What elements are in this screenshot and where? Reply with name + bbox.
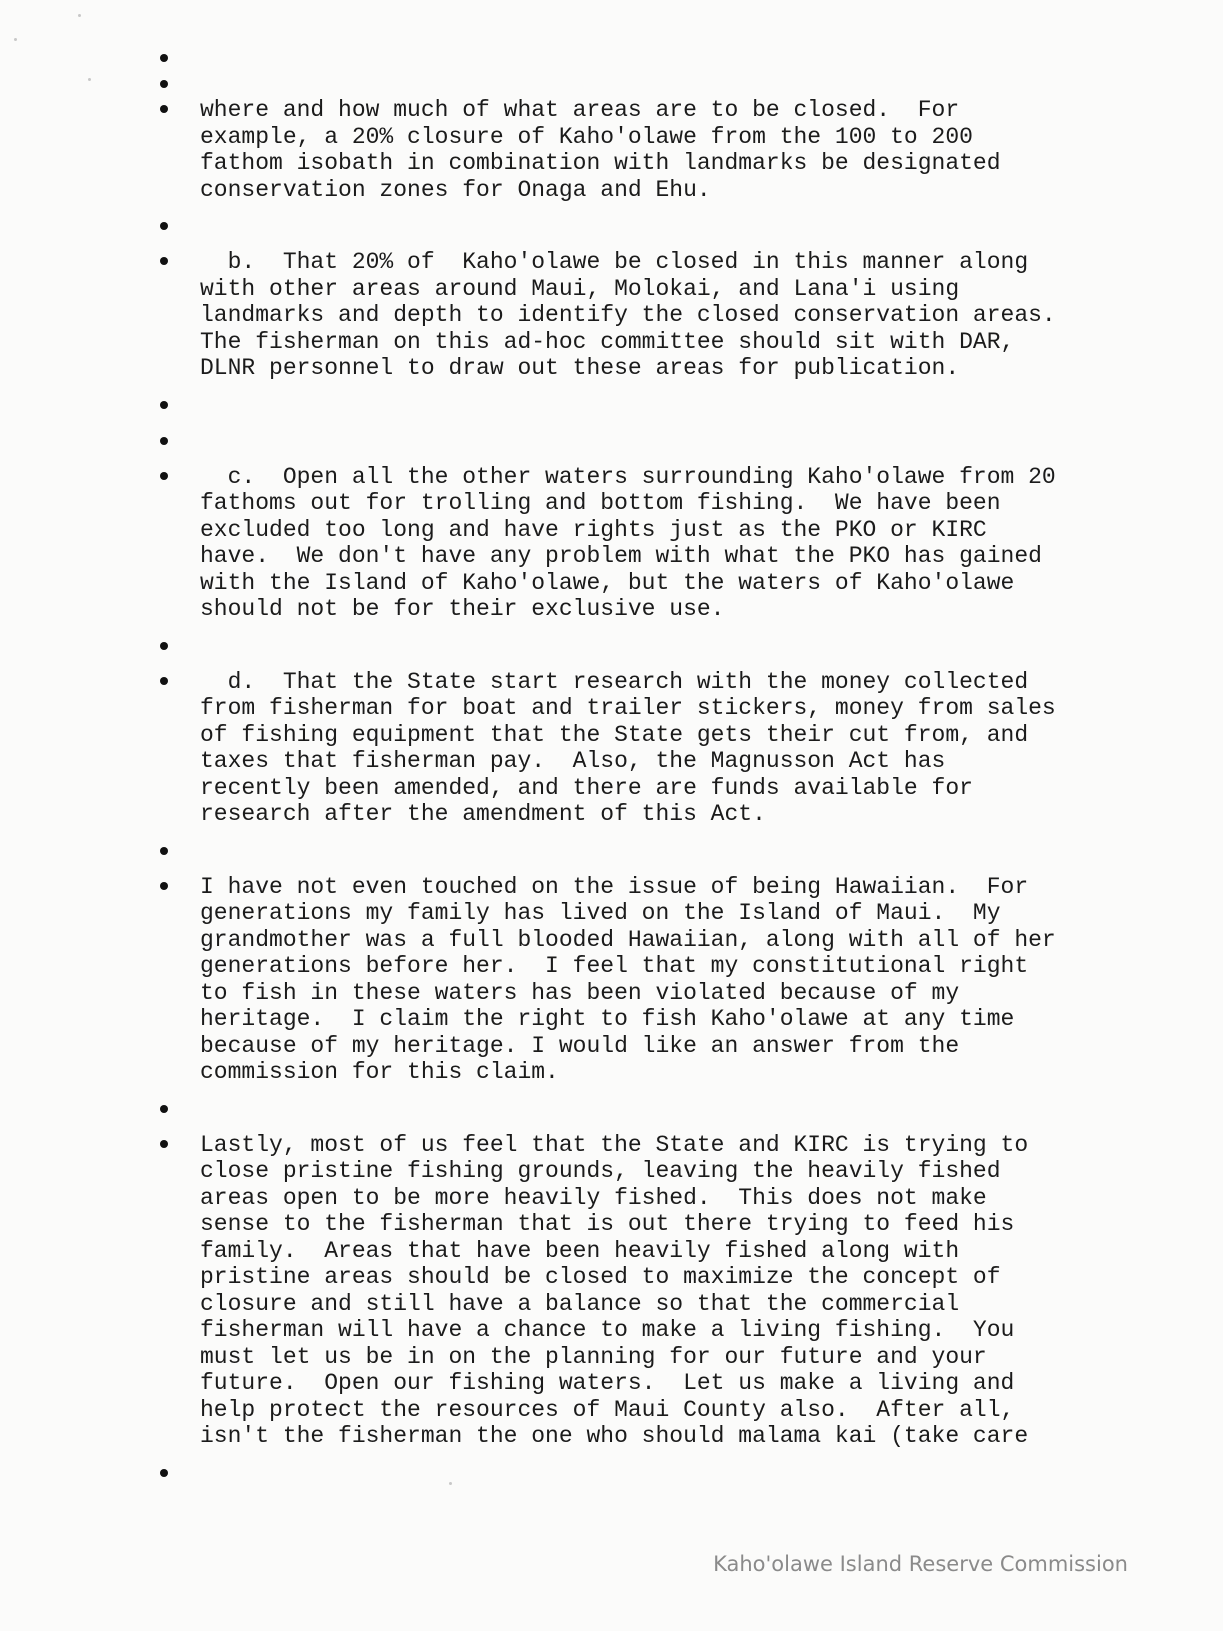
line: generations my family has lived on the Island of Maui. My	[200, 900, 1001, 926]
empty-bullet-line	[160, 45, 1160, 71]
line: have. We don't have any problem with what the PKO has gained	[200, 543, 1042, 569]
bullet-dot	[160, 80, 168, 88]
line: future. Open our fishing waters. Let us make a living and	[200, 1370, 1015, 1396]
line: pristine areas should be closed to maximize the concept of	[200, 1264, 1001, 1290]
line: fisherman will have a chance to make a living fishing. You	[200, 1317, 1015, 1343]
line: commission for this claim.	[200, 1059, 559, 1085]
line: conservation zones for Onaga and Ehu.	[200, 176, 711, 203]
bullet-dot	[160, 677, 168, 685]
line: isn't the fisherman the one who should malama kai (take care	[200, 1423, 1029, 1449]
line: recently been amended, and there are funds available for	[200, 774, 973, 801]
empty-bullet-line	[160, 213, 1160, 239]
scan-speck	[14, 38, 17, 41]
line: excluded too long and have rights just as the PKO or KIRC	[200, 516, 987, 543]
line: should not be for their exclusive use.	[200, 596, 725, 622]
line: generations before her. I feel that my constitutional right	[200, 953, 1029, 979]
line: must let us be in on the planning for our future and your	[200, 1343, 987, 1370]
line: landmarks and depth to identify the closed conservation areas.	[200, 302, 1056, 328]
bullet-dot	[160, 1105, 168, 1113]
paragraph-closure-areas	[160, 97, 1160, 203]
line: example, a 20% closure of Kaho'olawe from the 100 to 200	[200, 123, 973, 150]
empty-bullet-line	[160, 71, 1160, 97]
line: family. Areas that have been heavily fished along with	[200, 1237, 960, 1264]
line: because of my heritage. I would like an answer from the	[200, 1032, 960, 1059]
bullet-dot	[160, 1140, 168, 1148]
line: DLNR personnel to draw out these areas for publication.	[200, 355, 960, 381]
paragraph-lastly	[160, 1132, 1160, 1450]
line: help protect the resources of Maui County also. After all,	[200, 1396, 1015, 1423]
line: fathom isobath in combination with landmarks be designated	[200, 150, 1001, 176]
bullet-dot	[160, 257, 168, 265]
line: grandmother was a full blooded Hawaiian, along with all of her	[200, 926, 1056, 953]
bullet-dot	[160, 472, 168, 480]
paragraph-item-d	[160, 669, 1160, 828]
line: heritage. I claim the right to fish Kaho'olawe at any time	[200, 1006, 1015, 1032]
line: from fisherman for boat and trailer stickers, money from sales	[200, 695, 1056, 721]
document-body	[160, 45, 1160, 1486]
bullet-dot	[160, 1469, 168, 1477]
line: areas open to be more heavily fished. This does not make	[200, 1184, 987, 1211]
bullet-dot	[160, 401, 168, 409]
line: with the Island of Kaho'olawe, but the waters of Kaho'olawe	[200, 569, 1015, 596]
footer-source-label: Kaho'olawe Island Reserve Commission	[713, 1552, 1128, 1576]
bullet-dot	[160, 54, 168, 62]
bullet-dot	[160, 437, 168, 445]
paragraph-item-c	[160, 464, 1160, 623]
bullet-dot	[160, 642, 168, 650]
line: Lastly, most of us feel that the State and KIRC is trying to	[200, 1131, 1029, 1158]
empty-bullet-line	[160, 1096, 1160, 1122]
scan-speck	[78, 14, 81, 17]
bullet-dot	[160, 882, 168, 890]
line: sense to the fisherman that is out there trying to feed his	[200, 1211, 1015, 1237]
scan-speck	[88, 78, 91, 81]
bullet-dot	[160, 847, 168, 855]
empty-bullet-line	[160, 633, 1160, 659]
line: I have not even touched on the issue of being Hawaiian. For	[200, 873, 1029, 900]
line: with other areas around Maui, Molokai, and Lana'i using	[200, 275, 960, 302]
line: d. That the State start research with the money collected	[200, 668, 1029, 695]
line: where and how much of what areas are to be closed. For	[200, 97, 960, 123]
empty-bullet-line	[160, 838, 1160, 864]
line: c. Open all the other waters surrounding Kaho'olawe from 20	[200, 463, 1056, 490]
empty-bullet-line	[160, 392, 1160, 418]
line: taxes that fisherman pay. Also, the Magnusson Act has	[200, 748, 946, 774]
line: research after the amendment of this Act.	[200, 801, 766, 827]
line: b. That 20% of Kaho'olawe be closed in this manner along	[200, 249, 1029, 275]
bullet-dot	[160, 105, 168, 113]
line: The fisherman on this ad-hoc committee should sit with DAR,	[200, 328, 1015, 355]
line: closure and still have a balance so that the commercial	[200, 1290, 960, 1317]
empty-bullet-line	[160, 428, 1160, 454]
paragraph-hawaiian-heritage	[160, 874, 1160, 1086]
line: of fishing equipment that the State gets their cut from, and	[200, 721, 1029, 748]
bullet-dot	[160, 222, 168, 230]
line: close pristine fishing grounds, leaving the heavily fished	[200, 1158, 1001, 1184]
line: fathoms out for trolling and bottom fishing. We have been	[200, 490, 1001, 516]
empty-bullet-line	[160, 1460, 1160, 1486]
paragraph-item-b	[160, 249, 1160, 382]
line: to fish in these waters has been violated because of my	[200, 979, 960, 1006]
